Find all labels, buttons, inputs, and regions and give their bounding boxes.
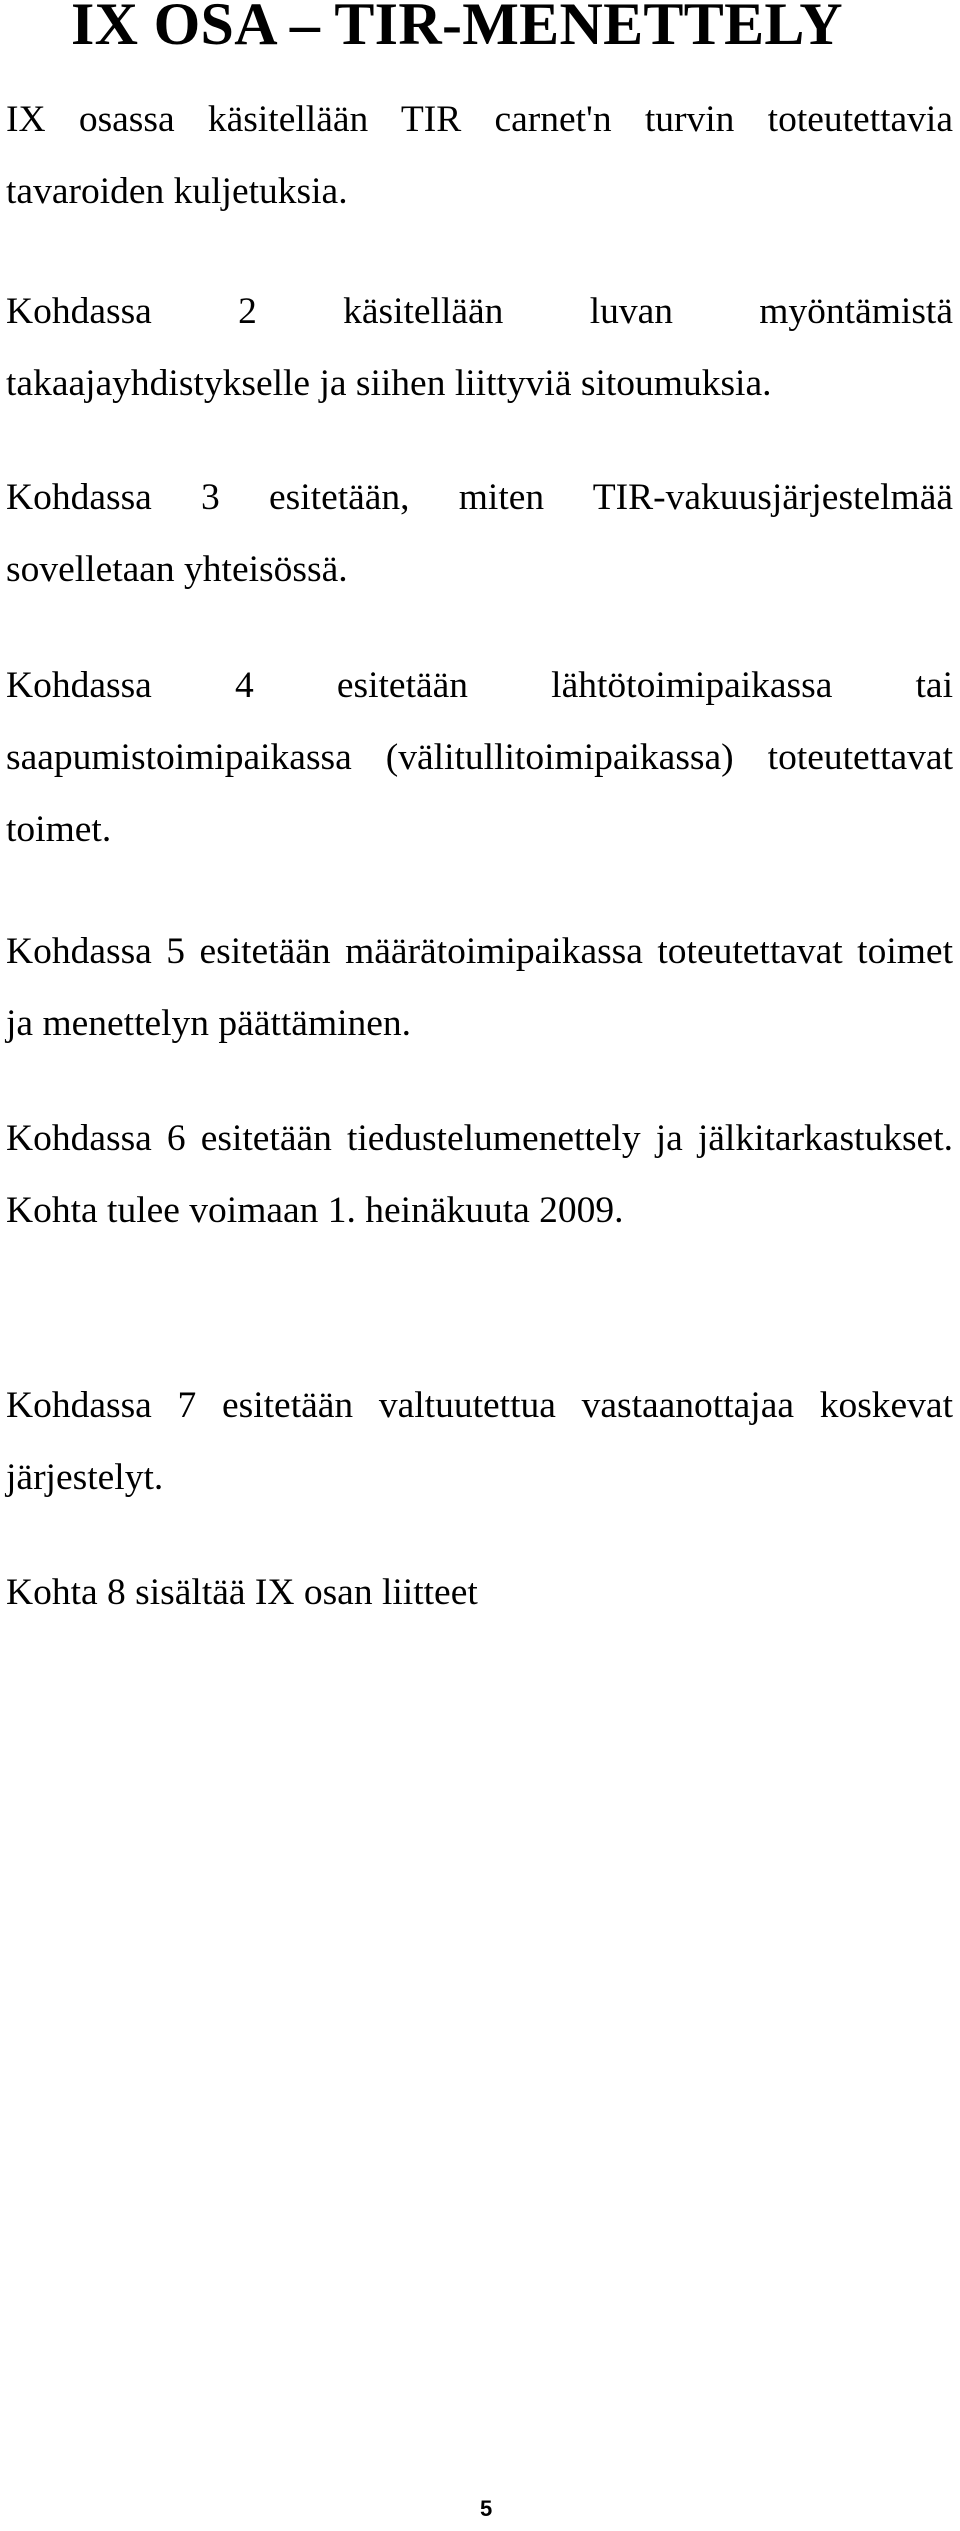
paragraph-section-6: Kohdassa 6 esitetään tiedustelumenettely ja jälkitarkastukset. Kohta tulee voimaan 1. heinäkuuta 2009. xyxy=(6,1118,953,1231)
paragraph-section-8: Kohta 8 sisältää IX osan liitteet xyxy=(6,1572,478,1613)
paragraph-intro: IX osassa käsitellään TIR carnet'n turvin toteutettavia tavaroiden kuljetuksia. xyxy=(6,99,953,212)
paragraph-section-3: Kohdassa 3 esitetään, miten TIR-vakuusjärjestelmää sovelletaan yhteisössä. xyxy=(6,477,953,590)
page-title: IX OSA – TIR-MENETTELY xyxy=(71,0,843,57)
paragraph-section-2: Kohdassa 2 käsitellään luvan myöntämistä takaajayhdistykselle ja siihen liittyviä sitoumuksia. xyxy=(6,291,953,404)
paragraph-section-4: Kohdassa 4 esitetään lähtötoimipaikassa tai saapumistoimipaikassa (välitullitoimipaikassa) toteutettavat toimet. xyxy=(6,665,953,850)
paragraph-section-7: Kohdassa 7 esitetään valtuutettua vastaanottajaa koskevat järjestelyt. xyxy=(6,1385,953,1498)
paragraph-section-5: Kohdassa 5 esitetään määrätoimipaikassa toteutettavat toimet ja menettelyn päättäminen. xyxy=(6,931,953,1044)
page-number: 5 xyxy=(480,2496,493,2521)
